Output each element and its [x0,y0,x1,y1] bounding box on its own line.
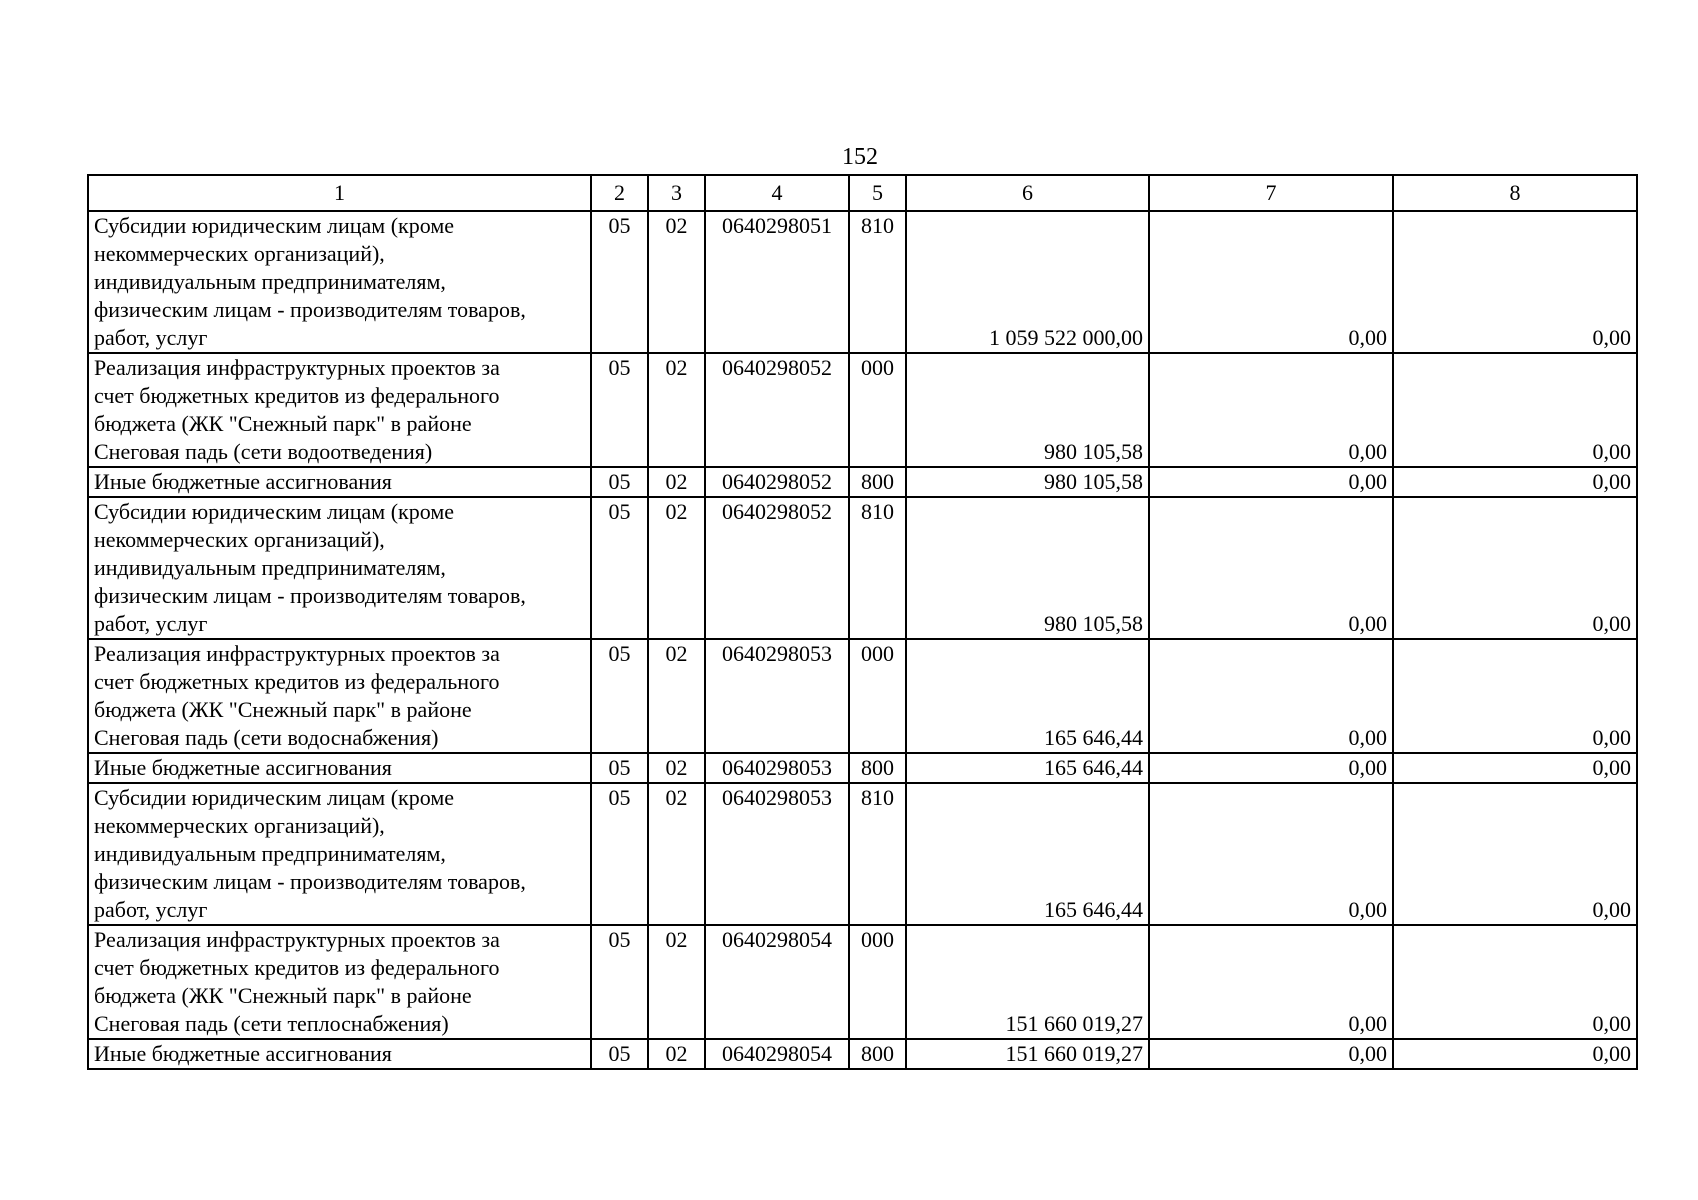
table-row [88,353,1637,467]
subsection-code-cell: 02 [648,353,705,467]
col-header-1: 1 [88,175,591,211]
amount-col7-cell: 0,00 [1149,925,1393,1039]
section-code-cell: 05 [591,497,648,639]
amount-col8-cell: 0,00 [1393,753,1637,783]
row-name-line: Субсидии юридическим лицам (кроме [94,499,455,524]
row-name-line: индивидуальным предпринимателям, [94,269,446,294]
amount-col7-cell: 0,00 [1149,639,1393,753]
row-name-line: физическим лицам - производителям товаров, [94,869,526,894]
section-code-cell: 05 [591,639,648,753]
subsection-code-cell: 02 [648,211,705,353]
row-name-line: работ, услуг [94,897,208,922]
row-name-line: Снеговая падь (сети теплоснабжения) [94,1011,449,1036]
amount-col8-cell: 0,00 [1393,211,1637,353]
target-article-code-cell: 0640298051 [705,211,849,353]
row-name-line: индивидуальным предпринимателям, [94,841,446,866]
target-article-code-cell: 0640298052 [705,467,849,497]
expense-type-code-cell: 810 [849,783,906,925]
row-name-line: Иные бюджетные ассигнования [94,755,392,780]
amount-col7-cell: 0,00 [1149,467,1393,497]
target-article-code-cell: 0640298053 [705,639,849,753]
budget-table [87,174,1638,1070]
col-header-7: 7 [1149,175,1393,211]
amount-col6-cell: 151 660 019,27 [906,925,1149,1039]
table-row [88,467,1637,497]
table-row [88,497,1637,639]
section-code-cell: 05 [591,467,648,497]
row-name-line: некоммерческих организаций), [94,813,385,838]
header-row [88,175,1637,211]
row-name-line: Реализация инфраструктурных проектов за [94,641,500,666]
amount-col6-cell: 980 105,58 [906,467,1149,497]
expense-type-code-cell: 000 [849,353,906,467]
row-name-line: работ, услуг [94,325,208,350]
amount-col7-cell: 0,00 [1149,211,1393,353]
row-name-line: Иные бюджетные ассигнования [94,469,392,494]
target-article-code-cell: 0640298054 [705,1039,849,1069]
row-name-line: физическим лицам - производителям товаров, [94,297,526,322]
amount-col7-cell: 0,00 [1149,353,1393,467]
expense-type-code-cell: 810 [849,497,906,639]
subsection-code-cell: 02 [648,753,705,783]
section-code-cell: 05 [591,783,648,925]
amount-col6-cell: 165 646,44 [906,639,1149,753]
row-name-line: бюджета (ЖК "Снежный парк" в районе [94,697,472,722]
col-header-5: 5 [849,175,906,211]
subsection-code-cell: 02 [648,925,705,1039]
target-article-code-cell: 0640298052 [705,353,849,467]
subsection-code-cell: 02 [648,467,705,497]
row-name-line: некоммерческих организаций), [94,527,385,552]
amount-col8-cell: 0,00 [1393,467,1637,497]
row-name-line: бюджета (ЖК "Снежный парк" в районе [94,983,472,1008]
table-row [88,753,1637,783]
target-article-code-cell: 0640298053 [705,783,849,925]
row-name-cell [88,783,591,925]
amount-col6-cell: 1 059 522 000,00 [906,211,1149,353]
row-name-line: Снеговая падь (сети водоснабжения) [94,725,439,750]
expense-type-code-cell: 800 [849,467,906,497]
row-name-cell [88,497,591,639]
subsection-code-cell: 02 [648,497,705,639]
row-name-line: Реализация инфраструктурных проектов за [94,355,500,380]
row-name-cell [88,753,591,783]
section-code-cell: 05 [591,753,648,783]
row-name-line: Снеговая падь (сети водоотведения) [94,439,433,464]
table-row [88,783,1637,925]
row-name-line: Субсидии юридическим лицам (кроме [94,785,455,810]
section-code-cell: 05 [591,211,648,353]
section-code-cell: 05 [591,1039,648,1069]
amount-col8-cell: 0,00 [1393,925,1637,1039]
col-header-2: 2 [591,175,648,211]
expense-type-code-cell: 000 [849,639,906,753]
amount-col8-cell: 0,00 [1393,353,1637,467]
table-row [88,639,1637,753]
table-row [88,925,1637,1039]
row-name-line: счет бюджетных кредитов из федерального [94,669,500,694]
target-article-code-cell: 0640298052 [705,497,849,639]
row-name-cell [88,211,591,353]
expense-type-code-cell: 000 [849,925,906,1039]
row-name-line: индивидуальным предпринимателям, [94,555,446,580]
row-name-line: работ, услуг [94,611,208,636]
amount-col6-cell: 151 660 019,27 [906,1039,1149,1069]
amount-col8-cell: 0,00 [1393,639,1637,753]
row-name-cell [88,467,591,497]
amount-col8-cell: 0,00 [1393,783,1637,925]
row-name-line: Субсидии юридическим лицам (кроме [94,213,455,238]
amount-col6-cell: 165 646,44 [906,753,1149,783]
amount-col6-cell: 980 105,58 [906,353,1149,467]
amount-col6-cell: 165 646,44 [906,783,1149,925]
row-name-line: физическим лицам - производителям товаров, [94,583,526,608]
row-name-cell [88,639,591,753]
table-row [88,211,1637,353]
row-name-line: счет бюджетных кредитов из федерального [94,955,500,980]
row-name-cell [88,353,591,467]
target-article-code-cell: 0640298054 [705,925,849,1039]
col-header-8: 8 [1393,175,1637,211]
col-header-4: 4 [705,175,849,211]
section-code-cell: 05 [591,353,648,467]
amount-col7-cell: 0,00 [1149,1039,1393,1069]
amount-col8-cell: 0,00 [1393,497,1637,639]
expense-type-code-cell: 800 [849,753,906,783]
expense-type-code-cell: 810 [849,211,906,353]
row-name-line: Реализация инфраструктурных проектов за [94,927,500,952]
page-number: 152 [842,144,878,170]
row-name-line: бюджета (ЖК "Снежный парк" в районе [94,411,472,436]
amount-col8-cell: 0,00 [1393,1039,1637,1069]
row-name-line: Иные бюджетные ассигнования [94,1041,392,1066]
row-name-line: счет бюджетных кредитов из федерального [94,383,500,408]
expense-type-code-cell: 800 [849,1039,906,1069]
row-name-line: некоммерческих организаций), [94,241,385,266]
col-header-6: 6 [906,175,1149,211]
row-name-cell [88,925,591,1039]
amount-col7-cell: 0,00 [1149,753,1393,783]
amount-col7-cell: 0,00 [1149,783,1393,925]
target-article-code-cell: 0640298053 [705,753,849,783]
subsection-code-cell: 02 [648,783,705,925]
subsection-code-cell: 02 [648,1039,705,1069]
amount-col6-cell: 980 105,58 [906,497,1149,639]
col-header-3: 3 [648,175,705,211]
subsection-code-cell: 02 [648,639,705,753]
row-name-cell [88,1039,591,1069]
table-body [88,211,1637,1069]
amount-col7-cell: 0,00 [1149,497,1393,639]
table-row [88,1039,1637,1069]
section-code-cell: 05 [591,925,648,1039]
